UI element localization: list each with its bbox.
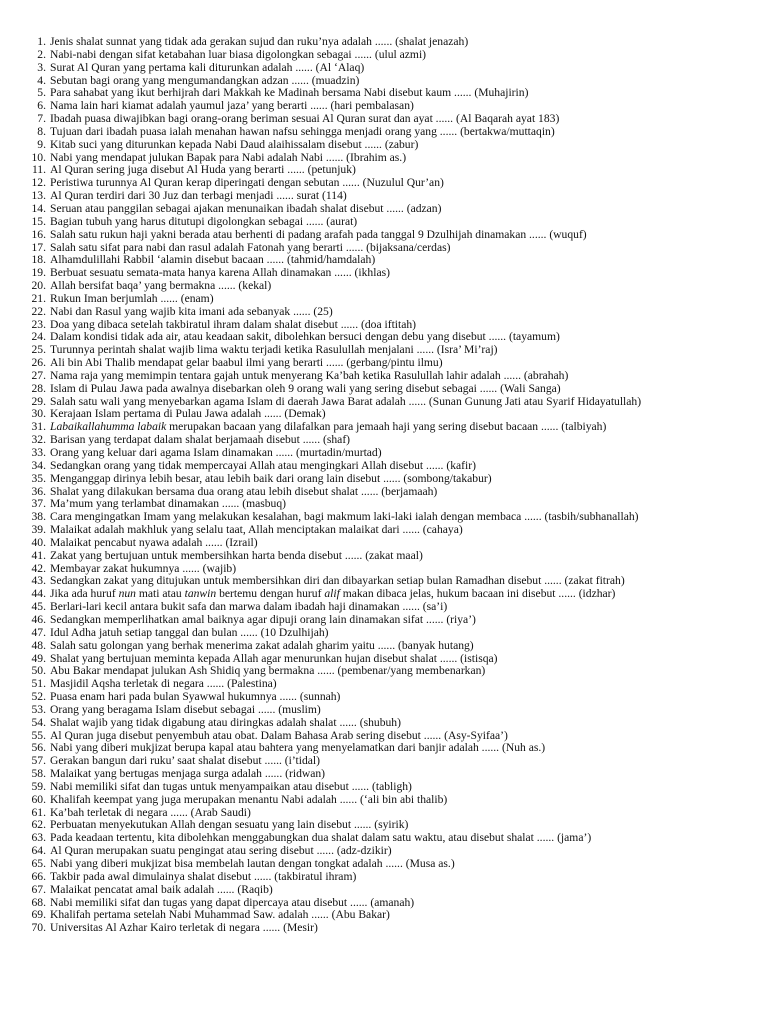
item-number: 26.	[31, 356, 46, 370]
text-segment: Masjidil Aqsha terletak di negara ...... (Palestina)	[50, 677, 277, 691]
item-number: 55.	[31, 728, 46, 742]
text-segment: Rukun Iman berjumlah ...... (enam)	[50, 291, 214, 305]
text-segment: Sedangkan orang yang tidak mempercayai Allah atau mengingkari Allah disebut ...... (kafir)	[50, 458, 476, 472]
item-number: 54.	[31, 715, 46, 729]
item-number: 20.	[31, 279, 46, 293]
item-number: 66.	[31, 869, 46, 883]
question-list	[20, 36, 754, 935]
text-segment: Barisan yang terdapat dalam shalat berjamaah disebut ...... (shaf)	[50, 433, 351, 447]
text-segment: Jika ada huruf	[50, 587, 119, 601]
text-segment: Nabi memiliki sifat dan tugas untuk menyampaikan atau disebut ...... (tabligh)	[50, 779, 412, 793]
item-number: 32.	[31, 433, 46, 447]
item-number: 19.	[31, 266, 46, 280]
text-segment: Zakat yang bertujuan untuk membersihkan harta benda disebut ...... (zakat maal)	[50, 548, 423, 562]
item-number: 23.	[31, 317, 46, 331]
text-segment: Malaikat pencabut nyawa adalah ...... (Izrail)	[50, 535, 258, 549]
item-number: 18.	[31, 253, 46, 267]
item-number: 7.	[37, 112, 46, 126]
item-number: 59.	[31, 779, 46, 793]
item-number: 39.	[31, 523, 46, 537]
text-segment: Berbuat sesuatu semata-mata hanya karena Allah dinamakan ...... (ikhlas)	[50, 266, 390, 280]
list-item	[20, 922, 754, 935]
item-number: 27.	[31, 368, 46, 382]
text-segment: Nabi yang diberi mukjizat bisa membelah lautan dengan tongkat adalah ...... (Musa as.)	[50, 857, 455, 870]
item-number: 62.	[31, 818, 46, 832]
item-number: 69.	[31, 908, 46, 922]
text-segment: Universitas Al Azhar Kairo terletak di negara ...... (Mesir)	[50, 921, 318, 935]
item-number: 8.	[37, 124, 46, 138]
text-segment: Khalifah keempat yang juga merupakan menantu Nabi adalah ...... (‘ali bin abi thalib)	[50, 792, 448, 806]
text-segment: Bagian tubuh yang harus ditutupi digolongkan sebagai ...... (aurat)	[50, 214, 358, 228]
item-number: 29.	[31, 394, 46, 408]
item-number: 31.	[31, 420, 46, 434]
text-segment: Menganggap dirinya lebih besar, atau lebih baik dari orang lain disebut ...... (sombong/takabur)	[50, 471, 492, 485]
item-number: 56.	[31, 741, 46, 755]
item-number: 41.	[31, 548, 46, 562]
item-number: 35.	[31, 471, 46, 485]
text-segment: Sebutan bagi orang yang mengumandangkan adzan ...... (muadzin)	[50, 73, 360, 87]
item-number: 25.	[31, 343, 46, 357]
item-number: 45.	[31, 600, 46, 614]
text-segment: Ali bin Abi Thalib mendapat gelar baabul ilmi yang berarti ...... (gerbang/pintu ilmu)	[50, 356, 443, 370]
text-segment: Nama lain hari kiamat adalah yaumul jaza’ yang berarti ...... (hari pembalasan)	[50, 99, 414, 113]
item-number: 4.	[37, 73, 46, 87]
text-segment: Cara mengingatkan Imam yang melakukan kesalahan, bagi makmum laki-laki ialah dengan membaca ...... (tasbih/subhanallah)	[50, 510, 639, 524]
text-segment: Puasa enam hari pada bulan Syawwal hukumnya ...... (sunnah)	[50, 690, 341, 704]
text-segment: bertemu dengan huruf	[216, 587, 325, 601]
text-segment: Malaikat pencatat amal baik adalah ...... (Raqib)	[50, 882, 273, 896]
item-number: 3.	[37, 60, 46, 74]
text-segment: Nabi dan Rasul yang wajib kita imani ada sebanyak ...... (25)	[50, 304, 333, 318]
item-number: 2.	[37, 47, 46, 61]
text-segment: Shalat yang bertujuan meminta kepada Allah agar menurunkan hujan disebut shalat ...... (istisqa)	[50, 651, 498, 665]
text-segment: Orang yang keluar dari agama Islam dinamakan ...... (murtadin/murtad)	[50, 446, 382, 459]
item-number: 65.	[31, 857, 46, 870]
item-number: 5.	[37, 86, 46, 100]
text-segment: Allah bersifat baqa’ yang bermakna ...... (kekal)	[50, 279, 272, 293]
item-number: 48.	[31, 638, 46, 652]
text-segment: Shalat wajib yang tidak digabung atau diringkas adalah shalat ...... (shubuh)	[50, 715, 401, 729]
item-text	[46, 922, 754, 935]
item-number: 50.	[31, 664, 46, 678]
item-number: 36.	[31, 484, 46, 498]
item-number: 58.	[31, 767, 46, 781]
text-segment: Turunnya perintah shalat wajib lima waktu terjadi ketika Rasulullah menjalani ...... (Isra’ Mi’raj)	[50, 343, 498, 357]
item-number: 70.	[31, 921, 46, 935]
italic-term: nun	[118, 587, 136, 601]
text-segment: makan dibaca jelas, hukum bacaan ini disebut ...... (idzhar)	[339, 587, 616, 601]
text-segment: Sedangkan zakat yang ditujukan untuk membersihkan diri dan dibayarkan setiap bulan Ramadhan disebut ...... (zakat fitrah)	[50, 574, 625, 588]
text-segment: Ma’mum yang terlambat dinamakan ...... (masbuq)	[50, 497, 286, 511]
item-number: 68.	[31, 895, 46, 909]
item-number: 63.	[31, 831, 46, 845]
text-segment: Alhamdulillahi Rabbil ‘alamin disebut bacaan ...... (tahmid/hamdalah)	[50, 253, 376, 267]
item-number: 38.	[31, 510, 46, 524]
item-number: 12.	[31, 176, 46, 190]
item-number: 43.	[31, 574, 46, 588]
text-segment: Al Quran juga disebut penyembuh atau obat. Dalam Bahasa Arab sering disebut ...... (Asy-Syifaa’)	[50, 728, 508, 742]
text-segment: Al Quran merupakan suatu pengingat atau sering disebut ...... (adz-dzikir)	[50, 844, 392, 858]
item-number: 67.	[31, 882, 46, 896]
text-segment: Orang yang beragama Islam disebut sebagai ...... (muslim)	[50, 702, 321, 716]
text-segment: Tujuan dari ibadah puasa ialah menahan hawan nafsu sehingga menjadi orang yang ...... (bertakwa/muttaqin)	[50, 124, 555, 138]
item-number: 60.	[31, 792, 46, 806]
item-number: 11.	[31, 163, 46, 177]
text-segment: Al Quran terdiri dari 30 Juz dan terbagi menjadi ...... surat (114)	[50, 189, 347, 203]
text-segment: Peristiwa turunnya Al Quran kerap diperingati dengan sebutan ...... (Nuzulul Qur’an)	[50, 176, 444, 190]
text-segment: Salah satu sifat para nabi dan rasul adalah Fatonah yang berarti ...... (bijaksana/cerdas)	[50, 240, 451, 254]
text-segment: Khalifah pertama setelah Nabi Muhammad Saw. adalah ...... (Abu Bakar)	[50, 908, 390, 922]
text-segment: Shalat yang dilakukan bersama dua orang atau lebih disebut shalat ...... (berjamaah)	[50, 484, 438, 498]
item-number: 46.	[31, 612, 46, 626]
text-segment: Para sahabat yang ikut berhijrah dari Makkah ke Madinah bersama Nabi disebut kaum ...... (Muhajirin)	[50, 86, 529, 100]
item-number: 15.	[31, 214, 46, 228]
item-number: 47.	[31, 625, 46, 639]
item-number: 53.	[31, 702, 46, 716]
item-number: 51.	[31, 677, 46, 691]
text-segment: Idul Adha jatuh setiap tanggal dan bulan ...... (10 Dzulhijah)	[50, 625, 329, 639]
text-segment: Kitab suci yang diturunkan kepada Nabi Daud alaihissalam disebut ...... (zabur)	[50, 137, 419, 151]
text-segment: Perbuatan menyekutukan Allah dengan sesuatu yang lain disebut ...... (syirik)	[50, 818, 409, 832]
item-number: 14.	[31, 201, 46, 215]
item-number: 22.	[31, 304, 46, 318]
text-segment: Pada keadaan tertentu, kita dibolehkan menggabungkan dua shalat dalam satu waktu, atau disebut shalat ...... (jama’)	[50, 831, 592, 845]
item-number: 6.	[37, 99, 46, 113]
text-segment: Jenis shalat sunnat yang tidak ada gerakan sujud dan ruku’nya adalah ...... (shalat jenazah)	[50, 35, 469, 48]
text-segment: Berlari-lari kecil antara bukit safa dan marwa dalam ibadah haji dinamakan ...... (sa’i)	[50, 600, 448, 614]
item-number: 40.	[31, 535, 46, 549]
text-segment: Al Quran sering juga disebut Al Huda yang berarti ...... (petunjuk)	[50, 163, 356, 177]
italic-term: alif	[324, 587, 340, 601]
italic-term: tanwin	[184, 587, 217, 601]
item-number: 42.	[31, 561, 46, 575]
text-segment: Abu Bakar mendapat julukan Ash Shidiq yang bermakna ...... (pembenar/yang membenarkan)	[50, 664, 486, 678]
item-number: 57.	[31, 754, 46, 768]
item-number: 37.	[31, 497, 46, 511]
text-segment: Salah satu golongan yang berhak menerima zakat adalah gharim yaitu ...... (banyak hutang)	[50, 638, 474, 652]
item-number: 61.	[31, 805, 46, 819]
item-number: 28.	[31, 381, 46, 395]
text-segment: Nabi-nabi dengan sifat ketabahan luar biasa digolongkan sebagai ...... (ulul azmi)	[50, 47, 427, 61]
text-segment: Nabi yang mendapat julukan Bapak para Nabi adalah Nabi ...... (Ibrahim as.)	[50, 150, 407, 164]
item-number: 34.	[31, 458, 46, 472]
text-segment: Doa yang dibaca setelah takbiratul ihram dalam shalat disebut ...... (doa iftitah)	[50, 317, 417, 331]
item-number: 1.	[37, 35, 46, 48]
text-segment: Sedangkan memperlihatkan amal baiknya agar dipuji orang lain dinamakan sifat ...... (riya’)	[50, 612, 476, 626]
text-segment: Seruan atau panggilan sebagai ajakan menunaikan ibadah shalat disebut ...... (adzan)	[50, 201, 442, 215]
item-number: 21.	[31, 291, 46, 305]
item-number: 24.	[31, 330, 46, 344]
item-number: 17.	[31, 240, 46, 254]
text-segment: Takbir pada awal dimulainya shalat disebut ...... (takbiratul ihram)	[50, 869, 357, 883]
item-number: 10.	[31, 150, 46, 164]
text-segment: Salah satu wali yang menyebarkan agama Islam di daerah Jawa Barat adalah ...... (Sunan Gunung Jati atau Syarif Hidayatullah)	[50, 394, 642, 408]
text-segment: Nabi memiliki sifat dan tugas yang dapat dipercaya atau disebut ...... (amanah)	[50, 895, 415, 909]
item-number: 64.	[31, 844, 46, 858]
item-number: 16.	[31, 227, 46, 241]
item-number: 9.	[37, 137, 46, 151]
text-segment: Salah satu rukun haji yakni berada atau berhenti di padang arafah pada tanggal 9 Dzulhijah dinamakan ...... (wuquf)	[50, 227, 587, 241]
text-segment: mati atau	[135, 587, 185, 601]
item-number: 52.	[31, 690, 46, 704]
text-segment: Nabi yang diberi mukjizat berupa kapal atau bahtera yang menyelamatkan dari banjir adalah ...... (Nuh as.)	[50, 741, 546, 755]
item-number: 30.	[31, 407, 46, 421]
text-segment: Membayar zakat hukumnya ...... (wajib)	[50, 561, 237, 575]
text-segment: Dalam kondisi tidak ada air, atau keadaan sakit, dibolehkan bersuci dengan debu yang disebut ...... (tayamum)	[50, 330, 560, 344]
text-segment: Nama raja yang memimpin tentara gajah untuk menyerang Ka’bah ketika Rasulullah lahir adalah ...... (abrahah)	[50, 368, 569, 382]
text-segment: Islam di Pulau Jawa pada awalnya disebarkan oleh 9 orang wali yang sering disebut sebagai ...... (Wali Sanga)	[50, 381, 561, 395]
item-number: 49.	[31, 651, 46, 665]
text-segment: Ka’bah terletak di negara ...... (Arab Saudi)	[50, 805, 251, 819]
text-segment: Ibadah puasa diwajibkan bagi orang-orang beriman sesuai Al Quran surat dan ayat ...... (Al Baqarah ayat 183)	[50, 112, 560, 126]
text-segment: merupakan bacaan yang dilafalkan para jemaah haji yang sering disebut bacaan ...... (talbiyah)	[166, 420, 607, 434]
text-segment: Malaikat yang bertugas menjaga surga adalah ...... (ridwan)	[50, 767, 326, 781]
text-segment: Kerajaan Islam pertama di Pulau Jawa adalah ...... (Demak)	[50, 407, 326, 421]
item-number: 33.	[31, 446, 46, 459]
text-segment: Malaikat adalah makhluk yang selalu taat, Allah menciptakan malaikat dari ...... (cahaya)	[50, 523, 463, 537]
item-number: 13.	[31, 189, 46, 203]
text-segment: Surat Al Quran yang pertama kali diturunkan adalah ...... (Al ‘Alaq)	[50, 60, 365, 74]
text-segment: Gerakan bangun dari ruku’ saat shalat disebut ...... (i’tidal)	[50, 754, 321, 768]
item-number: 44.	[31, 587, 46, 601]
italic-term: Labaikallahumma labaik	[50, 420, 167, 434]
